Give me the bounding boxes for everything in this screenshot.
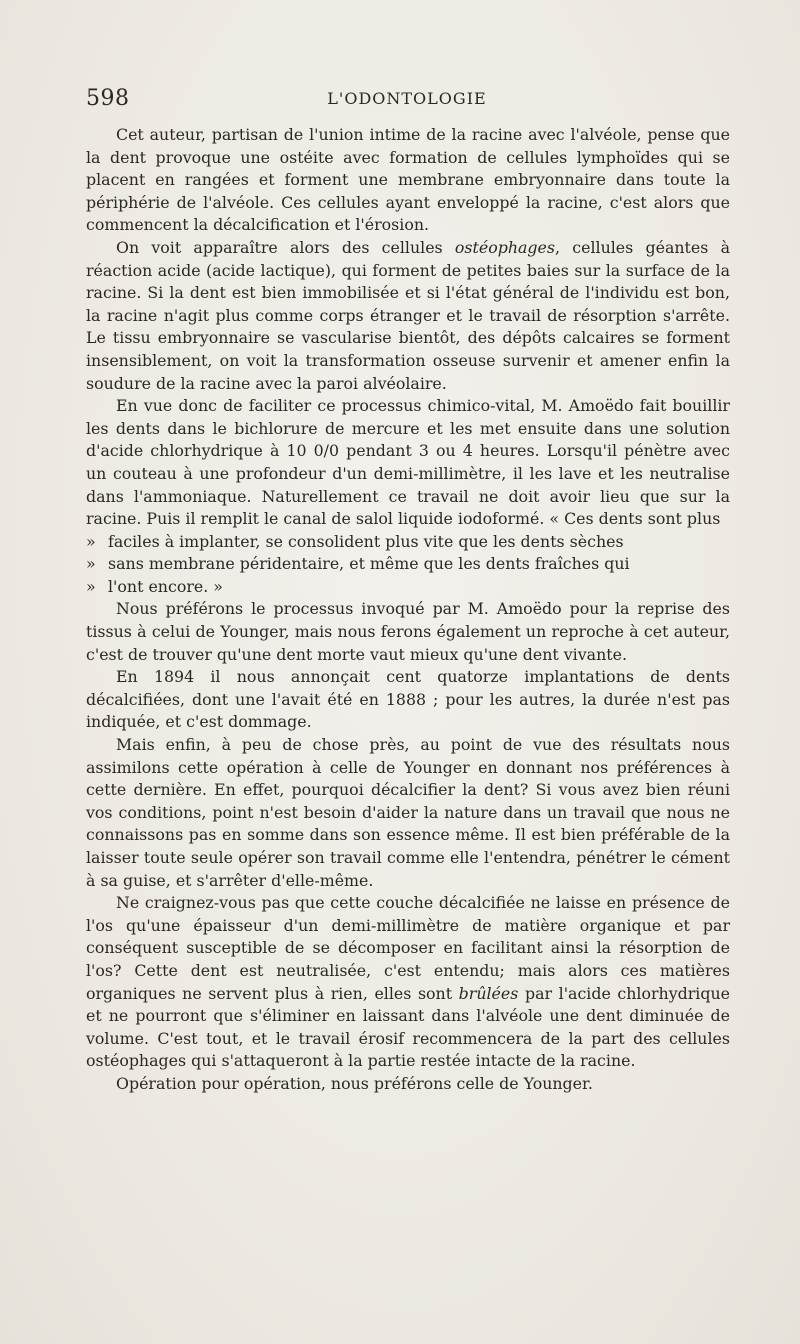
guillemet-mark: » (86, 554, 96, 574)
paragraph-3: En vue donc de faciliter ce processus chimico-vital, M. Amoëdo fait bouillir les dents dans le bichlorure de mercure et les met ensuite dans une solution d'acide chlorhydrique à 10 0/0 pendant 3 ou 4 heures. Lorsqu'il pénètre avec un couteau à une profondeur d'un demi-millimètre, il les lave et les neutralise dans l'ammoniaque. Naturellement ce travail ne doit avoir lieu que sur la racine. Puis il remplit le canal de salol liquide iodoformé. « Ces dents sont plus (86, 396, 730, 529)
italic-term-brulees: brûlées (458, 983, 519, 1003)
paragraph-5: En 1894 il nous annonçait cent quatorze implantations de dents décalcifiées, dont une l'avait été en 1888 ; pour les autres, la durée n'est pas indiquée, et c'est dommage. (86, 667, 730, 732)
italic-term-osteophages: ostéophages (454, 237, 556, 257)
paragraph-2 (86, 237, 730, 395)
guillemet-mark: » (86, 531, 96, 551)
quote-line-3-text: l'ont encore. » (108, 576, 223, 596)
page-number: 598 (86, 86, 130, 111)
quote-line-1-text: faciles à implanter, se consolident plus vite que les dents sèches (108, 531, 624, 551)
paragraph-8: Opération pour opération, nous préférons celle de Younger. (116, 1073, 593, 1093)
paragraph-7-start: Ne craignez-vous pas que cette couche décalcifiée ne laisse en présence de l'os qu'une épaisseur d'un demi-millimètre de matière organique et par conséquent susceptible de se décomposer en facilitant ainsi la résorption de l'os? Cette dent est neutralisée, c'est entendu; mais alors ces matières organiques ne servent plus à rien, elles sont (86, 893, 730, 1003)
paragraph-7 (86, 892, 730, 1073)
quote-line-2 (86, 553, 730, 576)
paragraph-1: Cet auteur, partisan de l'union intime de la racine avec l'alvéole, pense que la dent provoque une ostéite avec formation de cellules lymphoïdes qui se placent en rangées et forment une membrane embryonnaire dans toute la périphérie de l'alvéole. Ces cellules ayant enveloppé la racine, c'est alors que commencent la décalcification et l'érosion. (86, 125, 730, 235)
paragraph-2-start: On voit apparaître alors des cellules (116, 237, 455, 257)
running-title: L'ODONTOLOGIE (327, 89, 487, 108)
quote-line-2-text: sans membrane péridentaire, et même que les dents fraîches qui (108, 554, 630, 574)
paragraph-4: Nous préférons le processus invoqué par M. Amoëdo pour la reprise des tissus à celui de Younger, mais nous ferons également un reproche à cet auteur, c'est de trouver qu'une dent morte vaut mieux qu'une dent vivante. (86, 599, 730, 664)
paragraph-2-end: , cellules géantes à réaction acide (acide lactique), qui forment de petites baies sur la surface de la racine. Si la dent est bien immobilisée et si l'état général de l'individu est bon, la racine n'agit plus comme corps étranger et le travail de résorption s'arrête. Le tissu embryonnaire se vascularise bientôt, des dépôts calcaires se forment insensiblement, on voit la transformation osseuse survenir et amener enfin la soudure de la racine avec la paroi alvéolaire. (86, 237, 731, 393)
body-text (86, 124, 730, 1096)
page-header (86, 86, 728, 116)
paragraph-6: Mais enfin, à peu de chose près, au point de vue des résultats nous assimilons cette opération à celle de Younger en donnant nos préférences à cette dernière. En effet, pourquoi décalcifier la dent? Si vous avez bien réuni vos conditions, point n'est besoin d'aider la nature dans un travail que nous ne connaissons pas en somme dans son essence même. Il est bien préférable de la laisser toute seule opérer son travail comme elle l'entendra, pénétrer le cément à sa guise, et s'arrêter d'elle-même. (86, 735, 730, 890)
quote-line-3 (86, 576, 730, 599)
quote-line-1 (86, 531, 730, 554)
guillemet-mark: » (86, 576, 96, 596)
paragraph-7-end: par l'acide chlorhydrique et ne pourront que s'éliminer en laissant dans l'alvéole une dent diminuée de volume. C'est tout, et le travail érosif recommencera de la part des cellules ostéophages qui s'attaqueront à la partie restée intacte de la racine. (86, 983, 730, 1071)
